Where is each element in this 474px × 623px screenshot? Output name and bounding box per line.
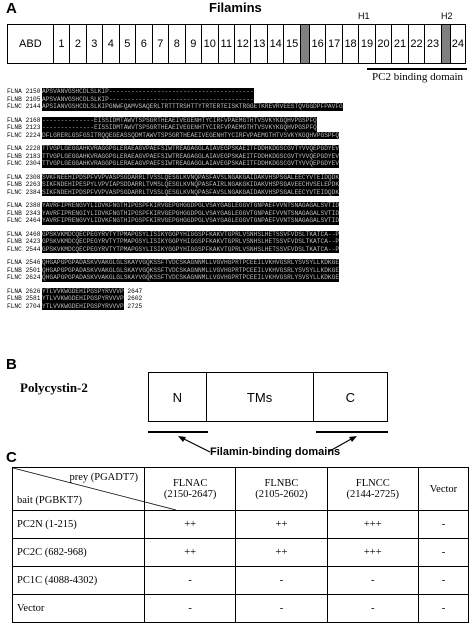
ig-domain-18: 18 (342, 24, 358, 64)
sequence-alignment (7, 88, 343, 316)
abd-domain: ABD (7, 24, 53, 64)
sequence-residues: GPSKVKMDCQECPEGYRVTYTPMAPGSYLISIKYGGPYHIGGSPFKAKVTGPRLVSNHSLHETSSVFVDSLTKATCA--P (42, 230, 340, 238)
alignment-row (7, 217, 343, 225)
column-name: FLNBC (264, 478, 299, 489)
alignment-row (7, 295, 343, 303)
sequence-residues: QHGAPGPGPADASKVVAKGLGLSKAYVGQKSSFTVDCSKAGNNMLLVGVHGPRTPCEEILVKHVGSRLYSVSYLLKDKGE (42, 266, 340, 274)
alignment-row (7, 132, 343, 140)
sequence-residues: GPSKVKMDCQECPEGYRVTYTPMAPGSYLISIKYGGPYHIGGSPFKAKVTGPRLVSNHSLHETSSVFVDSLTKATCA--P (42, 238, 340, 245)
corner-cell (13, 468, 145, 511)
sequence-residues: --------------EISSIDMTAWVTSPSGRTHEAEIVEGENHTYCIRFVPAEMGTHTVSVKYKGQHVPGSPFQ (42, 116, 317, 124)
alignment-block (7, 145, 343, 168)
sequence-end: 2602 (123, 295, 143, 302)
panel-c-letter: C (6, 449, 17, 466)
sequence-name: FLNA 2388 (7, 202, 41, 209)
alignment-block (7, 117, 343, 140)
column-name: FLNAC (172, 478, 208, 489)
sequence-name: FLNC 2624 (7, 274, 41, 281)
row-label: PC2C (682-968) (13, 539, 145, 567)
alignment-row (7, 238, 343, 246)
filamin-binding-label: Filamin-binding domains (210, 446, 341, 458)
sequence-name: FLNA 2168 (7, 116, 41, 124)
alignment-block (7, 174, 343, 197)
ig-domain-16: 16 (309, 24, 325, 64)
ig-domain-12: 12 (234, 24, 250, 64)
ig-domain-20: 20 (375, 24, 391, 64)
alignment-row (7, 267, 343, 275)
filamins-title: Filamins (209, 0, 262, 15)
sequence-residues: SIKFNDEHIPDSPFVVPVASPSGDARRLTVSSLQESGLKVNQPASFAVSLNGAKGAIDAKVHSPSGALEECYVTEIDQDK (42, 188, 340, 196)
sequence-name: FLNC 2464 (7, 217, 41, 224)
sequence-name: FLNC 2144 (7, 103, 41, 110)
sequence-residues: YAVRFIPRENGVYLIDVKFNGTHIPGSPFKIRVGEPGHGGDPGLVSAYGAGLEGGVTGNPAEFVVNTSNAGAGALSVTID (42, 217, 340, 224)
sequence-name: FLNB 2423 (7, 238, 41, 245)
panel-b-letter: B (6, 356, 17, 373)
ig-domain-15: 15 (283, 24, 299, 64)
column-range: (2144-2725) (346, 489, 400, 500)
sequence-name: FLNB 2263 (7, 181, 41, 188)
hinge-h2 (441, 24, 450, 64)
table-cell: - (418, 511, 468, 539)
row-label: PC2N (1-215) (13, 511, 145, 539)
alignment-row (7, 259, 343, 267)
ig-domain-19: 19 (358, 24, 374, 64)
sequence-residues: APSVANVGSHCDLSLKIP--------------------------------------- (42, 95, 254, 103)
alignment-row (7, 303, 343, 311)
hinge-h1 (300, 24, 309, 64)
sequence-residues: SVKFNEEHIPDSPFVVPVASPSGDARRLTVSSLQESGLKVNQPASFAVSLNGAKGAIDAKVHSPSGALEECYVTEIDQDK (42, 173, 340, 181)
sequence-name: FLNC 2224 (7, 131, 41, 139)
alignment-row (7, 231, 343, 239)
pc2-domain-bar (148, 372, 388, 422)
sequence-name: FLNC 2544 (7, 245, 41, 253)
alignment-block (7, 88, 343, 111)
sequence-name: FLNC 2704 (7, 302, 41, 310)
ig-domain-7: 7 (152, 24, 168, 64)
table-cell: - (327, 567, 418, 595)
ig-domain-5: 5 (119, 24, 135, 64)
sequence-name: FLNA 2150 (7, 88, 41, 95)
alignment-block (7, 288, 343, 311)
ig-domain-4: 4 (102, 24, 118, 64)
ig-domain-14: 14 (267, 24, 283, 64)
table-row (13, 511, 469, 539)
alignment-row (7, 145, 343, 153)
sequence-residues: GPSKVKMDCQECPEGYRVTYTPMAPGSYLISIKYGGPYHIGGSPFKAKVTGPRLVSNHSLHETSSVFVDSLTKATCA--P (42, 245, 340, 253)
ig-domain-24: 24 (450, 24, 466, 64)
ig-domain-8: 8 (168, 24, 184, 64)
alignment-row (7, 210, 343, 218)
alignment-block (7, 202, 343, 225)
ig-domain-1: 1 (53, 24, 69, 64)
sequence-residues: QHGAPGPGPADASKVVAKGLGLSKAYVGQKSSFTVDCSKAGNNMLLVGVHGPRTPCEEILVKHVGSRLYSVSYLLKDKGE (42, 274, 340, 281)
table-row (13, 539, 469, 567)
table-cell: - (236, 595, 327, 623)
sequence-name: FLNB 2183 (7, 152, 41, 160)
sequence-name: FLNA 2308 (7, 173, 41, 181)
sequence-residues: TTVGPLGEGGAHKVRAGGPGLERAEAGVPAEFSIWTREAGAGGLAIAVEGPSKAEITFDDHKDGSCGVTYVVQEPGDYEV (42, 152, 340, 160)
column-range: (2150-2647) (163, 489, 217, 500)
sequence-name: FLNA 2626 (7, 287, 41, 295)
alignment-row (7, 174, 343, 182)
sequence-name: FLNB 2343 (7, 209, 41, 217)
pc2-c-segment: C (345, 389, 355, 405)
alignment-row (7, 202, 343, 210)
alignment-row (7, 288, 343, 296)
row-label: PC1C (4088-4302) (13, 567, 145, 595)
yeast-two-hybrid-table (12, 467, 469, 623)
table-cell: - (327, 595, 418, 623)
table-cell: - (145, 567, 236, 595)
ig-domain-9: 9 (185, 24, 201, 64)
table-header-row (13, 468, 469, 511)
pc2-tms-segment: TMs (207, 373, 314, 421)
alignment-row (7, 88, 343, 96)
prey-label: prey (PGADT7) (69, 472, 138, 483)
sequence-residues: YTLVVKWGDEHIPGSPYRVVVP (42, 287, 124, 295)
row-label: Vector (13, 595, 145, 623)
alignment-row (7, 96, 343, 104)
sequence-name: FLNB 2501 (7, 266, 41, 274)
table-cell: - (418, 539, 468, 567)
sequence-residues: QHGAPGPGPADASKVVAKGLGLSKAYVGQKSSFTVDCSKAGNNMLLVGVHGPRTPCEEILVKHVGSRLYSVSYLLKDKGE (42, 259, 340, 266)
sequence-residues: TTVGPLGEGGAHKVRAGGPGLERAEAGVPAEFSIWTREAGAGGLAIAVEGPSKAEITFDDHKDGSCGVTYVVQEPGDYEV (42, 145, 340, 152)
sequence-residues: TTVGPLGEGGAHKVRAGGPGLERAEAGVPAEFSIWTREAGAGGLAIAVEGPSKAEITFDDHKDGSCGVTYVVQEPGDYEV (42, 160, 340, 167)
sequence-name: FLNC 2384 (7, 188, 41, 196)
table-row (13, 567, 469, 595)
sequence-residues: SIKFNDEHIPESPYLVPVIAPSDDARRLTVMSLQESGLKVNQPASFAIRLNGAKGKIDAKVHSPSGAVEECHVSELEPDK (42, 181, 340, 188)
sequence-name: FLNB 2123 (7, 124, 41, 131)
ig-domain-23: 23 (424, 24, 440, 64)
alignment-row (7, 189, 343, 197)
filamin-domain-bar (7, 24, 466, 64)
pc2-n-segment: N (149, 373, 207, 421)
sequence-residues: YTLVVKWGDEHIPGSPYRVVVP (42, 295, 124, 302)
table-cell: +++ (327, 511, 418, 539)
table-cell: +++ (327, 539, 418, 567)
table-cell: - (418, 595, 468, 623)
sequence-name: FLNB 2581 (7, 295, 41, 302)
sequence-name: FLNA 2468 (7, 230, 41, 238)
ig-domain-21: 21 (391, 24, 407, 64)
column-header (418, 468, 468, 511)
sequence-name: FLNB 2105 (7, 95, 41, 103)
ig-domain-11: 11 (218, 24, 234, 64)
column-header (327, 468, 418, 511)
table-cell: ++ (145, 539, 236, 567)
sequence-residues: YAVRFIPRENGVYLIDVKFNGTHIPGSPFKIRVGEPGHGGDPGLVSAYGAGLEGGVTGNPAEFVVNTSNAGAGALSVTID (42, 202, 340, 209)
ig-domain-2: 2 (69, 24, 85, 64)
table-cell: ++ (145, 511, 236, 539)
sequence-end: 2647 (123, 287, 143, 295)
sequence-residues: YTLVVKWGDEHIPGSPYRVVVP (42, 302, 124, 310)
sequence-name: FLNA 2228 (7, 145, 41, 152)
sequence-residues: YAVRFIPRENGIYLIDVKFNGTHIPGSPFKIRVGEPGHGGDPGLVSAYGAGLEGGVTGNPAEFVVNTSNAGAGALSVTID (42, 209, 340, 217)
pc2-binding-bracket (367, 68, 467, 70)
hinge-label-h2: H2 (441, 11, 453, 21)
sequence-name: FLNC 2304 (7, 160, 41, 167)
alignment-row (7, 103, 343, 111)
sequence-residues: DFLGRERLGSFGSITRQQEGEASSQDMTAWVTSPSGRTHEAEIVEGENHTYCIRFVPAEMGTHTVSVKYKGQHVPGSPFQ (42, 131, 340, 139)
alignment-block (7, 231, 343, 254)
sequence-end: 2725 (123, 302, 143, 310)
sequence-residues: APSIANVGSHCDLSLKIPGNWFQAMVSAQERLTRTTTRSHTTYTRTERTEISKTRGGETKREVRVEESTQVGGDPFPAVFG (42, 103, 343, 110)
table-cell: ++ (236, 539, 327, 567)
polycystin-label: Polycystin-2 (20, 380, 88, 395)
column-name: Vector (429, 483, 458, 495)
alignment-row (7, 274, 343, 282)
table-cell: - (145, 595, 236, 623)
table-cell: ++ (236, 511, 327, 539)
ig-domain-6: 6 (135, 24, 151, 64)
sequence-residues: --------------EISSIDMTAWVTSPSGRTHEAEIVEGENHTYCIRFVPAEMGTHTVSVKYKGQHVPGSPFQ (42, 124, 317, 131)
alignment-row (7, 124, 343, 132)
sequence-residues: APSVANVGSHCDLSLKIP--------------------------------------- (42, 88, 254, 95)
ig-domain-22: 22 (408, 24, 424, 64)
pc2-binding-label: PC2 binding domain (372, 71, 464, 83)
ig-domain-17: 17 (325, 24, 341, 64)
alignment-row (7, 117, 343, 125)
left-arrow-line (182, 438, 210, 452)
alignment-row (7, 153, 343, 161)
table-cell: - (418, 567, 468, 595)
alignment-block (7, 259, 343, 282)
right-arrow-icon (349, 436, 357, 442)
alignment-row (7, 246, 343, 254)
column-range: (2105-2602) (255, 489, 308, 500)
column-header (236, 468, 327, 511)
ig-domain-13: 13 (250, 24, 266, 64)
ig-domain-3: 3 (86, 24, 102, 64)
bait-label: bait (PGBKT7) (17, 495, 83, 506)
hinge-label-h1: H1 (358, 11, 370, 21)
table-row (13, 595, 469, 623)
column-name: FLNCC (355, 478, 390, 489)
table-cell: - (236, 567, 327, 595)
ig-domain-10: 10 (201, 24, 217, 64)
panel-a-letter: A (6, 0, 17, 17)
alignment-row (7, 160, 343, 168)
sequence-name: FLNA 2546 (7, 259, 41, 266)
alignment-row (7, 181, 343, 189)
